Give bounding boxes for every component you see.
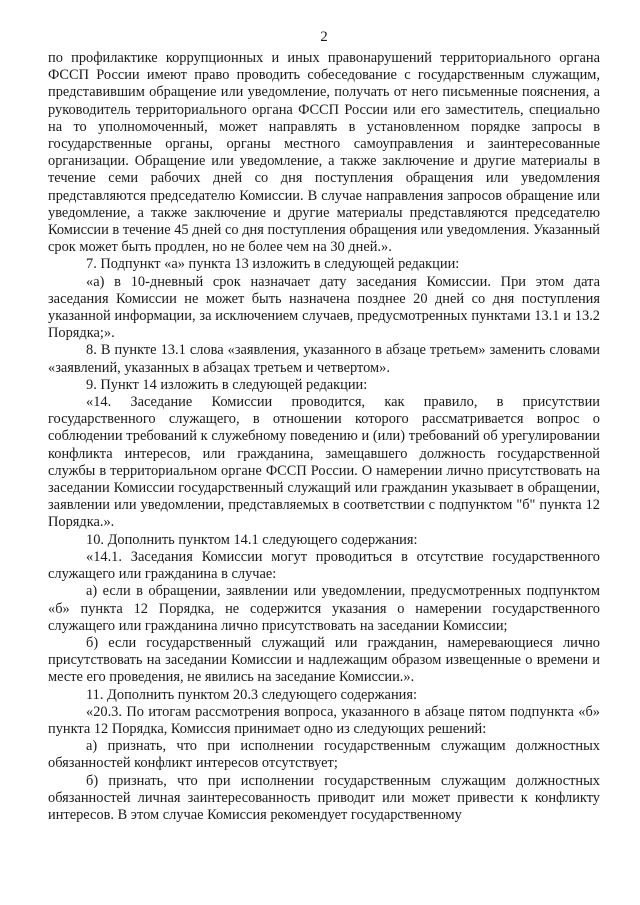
page-number: 2	[320, 29, 328, 45]
paragraph-item-11-b: б) признать, что при исполнении государственным служащим должностных обязанностей личная заинтересованность приводит или может привести к конфликту интересов. В этом случае Комиссия рекомендует государственному	[48, 772, 600, 823]
document-page	[48, 28, 600, 824]
paragraph-item-9-text: «14. Заседание Комиссии проводится, как правило, в присутствии государственного служащего, в отношении которого рассматривается вопрос о соблюдении требований к служебному поведению и (или) требований об урегулировании конфликта интересов, или гражданина, замещавшего должность государственной службы в территориальном органе ФССП России. О намерении лично присутствовать на заседании Комиссии государственный служащий или гражданин указывает в обращении, заявлении или уведомлении, представляемых в соответствии с подпунктом "б" пункта 12 Порядка.».	[48, 394, 600, 531]
paragraph-item-7: 7. Подпункт «а» пункта 13 изложить в следующей редакции:	[86, 256, 460, 273]
paragraph-item-8: 8. В пункте 13.1 слова «заявления, указанного в абзаце третьем» заменить словами «заявлений, указанных в абзацах третьем и четвертом».	[48, 342, 600, 376]
paragraph-item-10-a: а) если в обращении, заявлении или уведомлении, предусмотренных подпунктом «б» пункта 12 Порядка, не содержится указания о намерении государственного служащего или гражданина лично присутствовать на заседании Комиссии;	[48, 583, 600, 634]
paragraph-item-9: 9. Пункт 14 изложить в следующей редакции:	[86, 376, 368, 393]
paragraph-item-10-text: «14.1. Заседания Комиссии могут проводиться в отсутствие государственного служащего или гражданина в случае:	[48, 548, 600, 583]
paragraph-item-10: 10. Дополнить пунктом 14.1 следующего содержания:	[86, 531, 418, 548]
paragraph-item-10-b: б) если государственный служащий или гражданин, намеревающиеся лично присутствовать на заседании Комиссии и надлежащим образом извещенные о времени и месте его проведения, не явились на заседание Комиссии.».	[48, 634, 600, 686]
paragraph-item-11-text: «20.3. По итогам рассмотрения вопроса, указанного в абзаце пятом подпункта «б» пункта 12 Порядка, Комиссия принимает одно из следующих решений:	[48, 703, 600, 737]
paragraph-item-7-text: «а) в 10-дневный срок назначает дату заседания Комиссии. При этом дата заседания Комиссии не может быть назначена позднее 20 дней со дня поступления указанной информации, за исключением случаев, предусмотренных пунктами 13.1 и 13.2 Порядка;».	[48, 273, 600, 342]
paragraph-continuation: по профилактике коррупционных и иных правонарушений территориального органа ФССП России имеют право проводить собеседование с государственным служащим, представившим обращение или уведомление, получать от него письменные пояснения, а руководитель территориального органа ФССП России или его заместитель, специально на то уполномоченный, может направлять в установленном порядке запросы в государственные органы, органы местного самоуправления и заинтересованные организации. Обращение или уведомление, а также заключение и другие материалы в течение семи рабочих дней со дня поступления обращения или уведомления представляются председателю Комиссии. В случае направления запросов обращение или уведомление, а также заключение и другие материалы представляются председателю Комиссии в течение 45 дней со дня поступления обращения или уведомления. Указанный срок может быть продлен, но не более чем на 30 дней.».	[48, 50, 600, 256]
paragraph-item-11-a: а) признать, что при исполнении государственным служащим должностных обязанностей конфликт интересов отсутствует;	[48, 738, 600, 772]
paragraph-item-11: 11. Дополнить пунктом 20.3 следующего содержания:	[86, 686, 417, 703]
